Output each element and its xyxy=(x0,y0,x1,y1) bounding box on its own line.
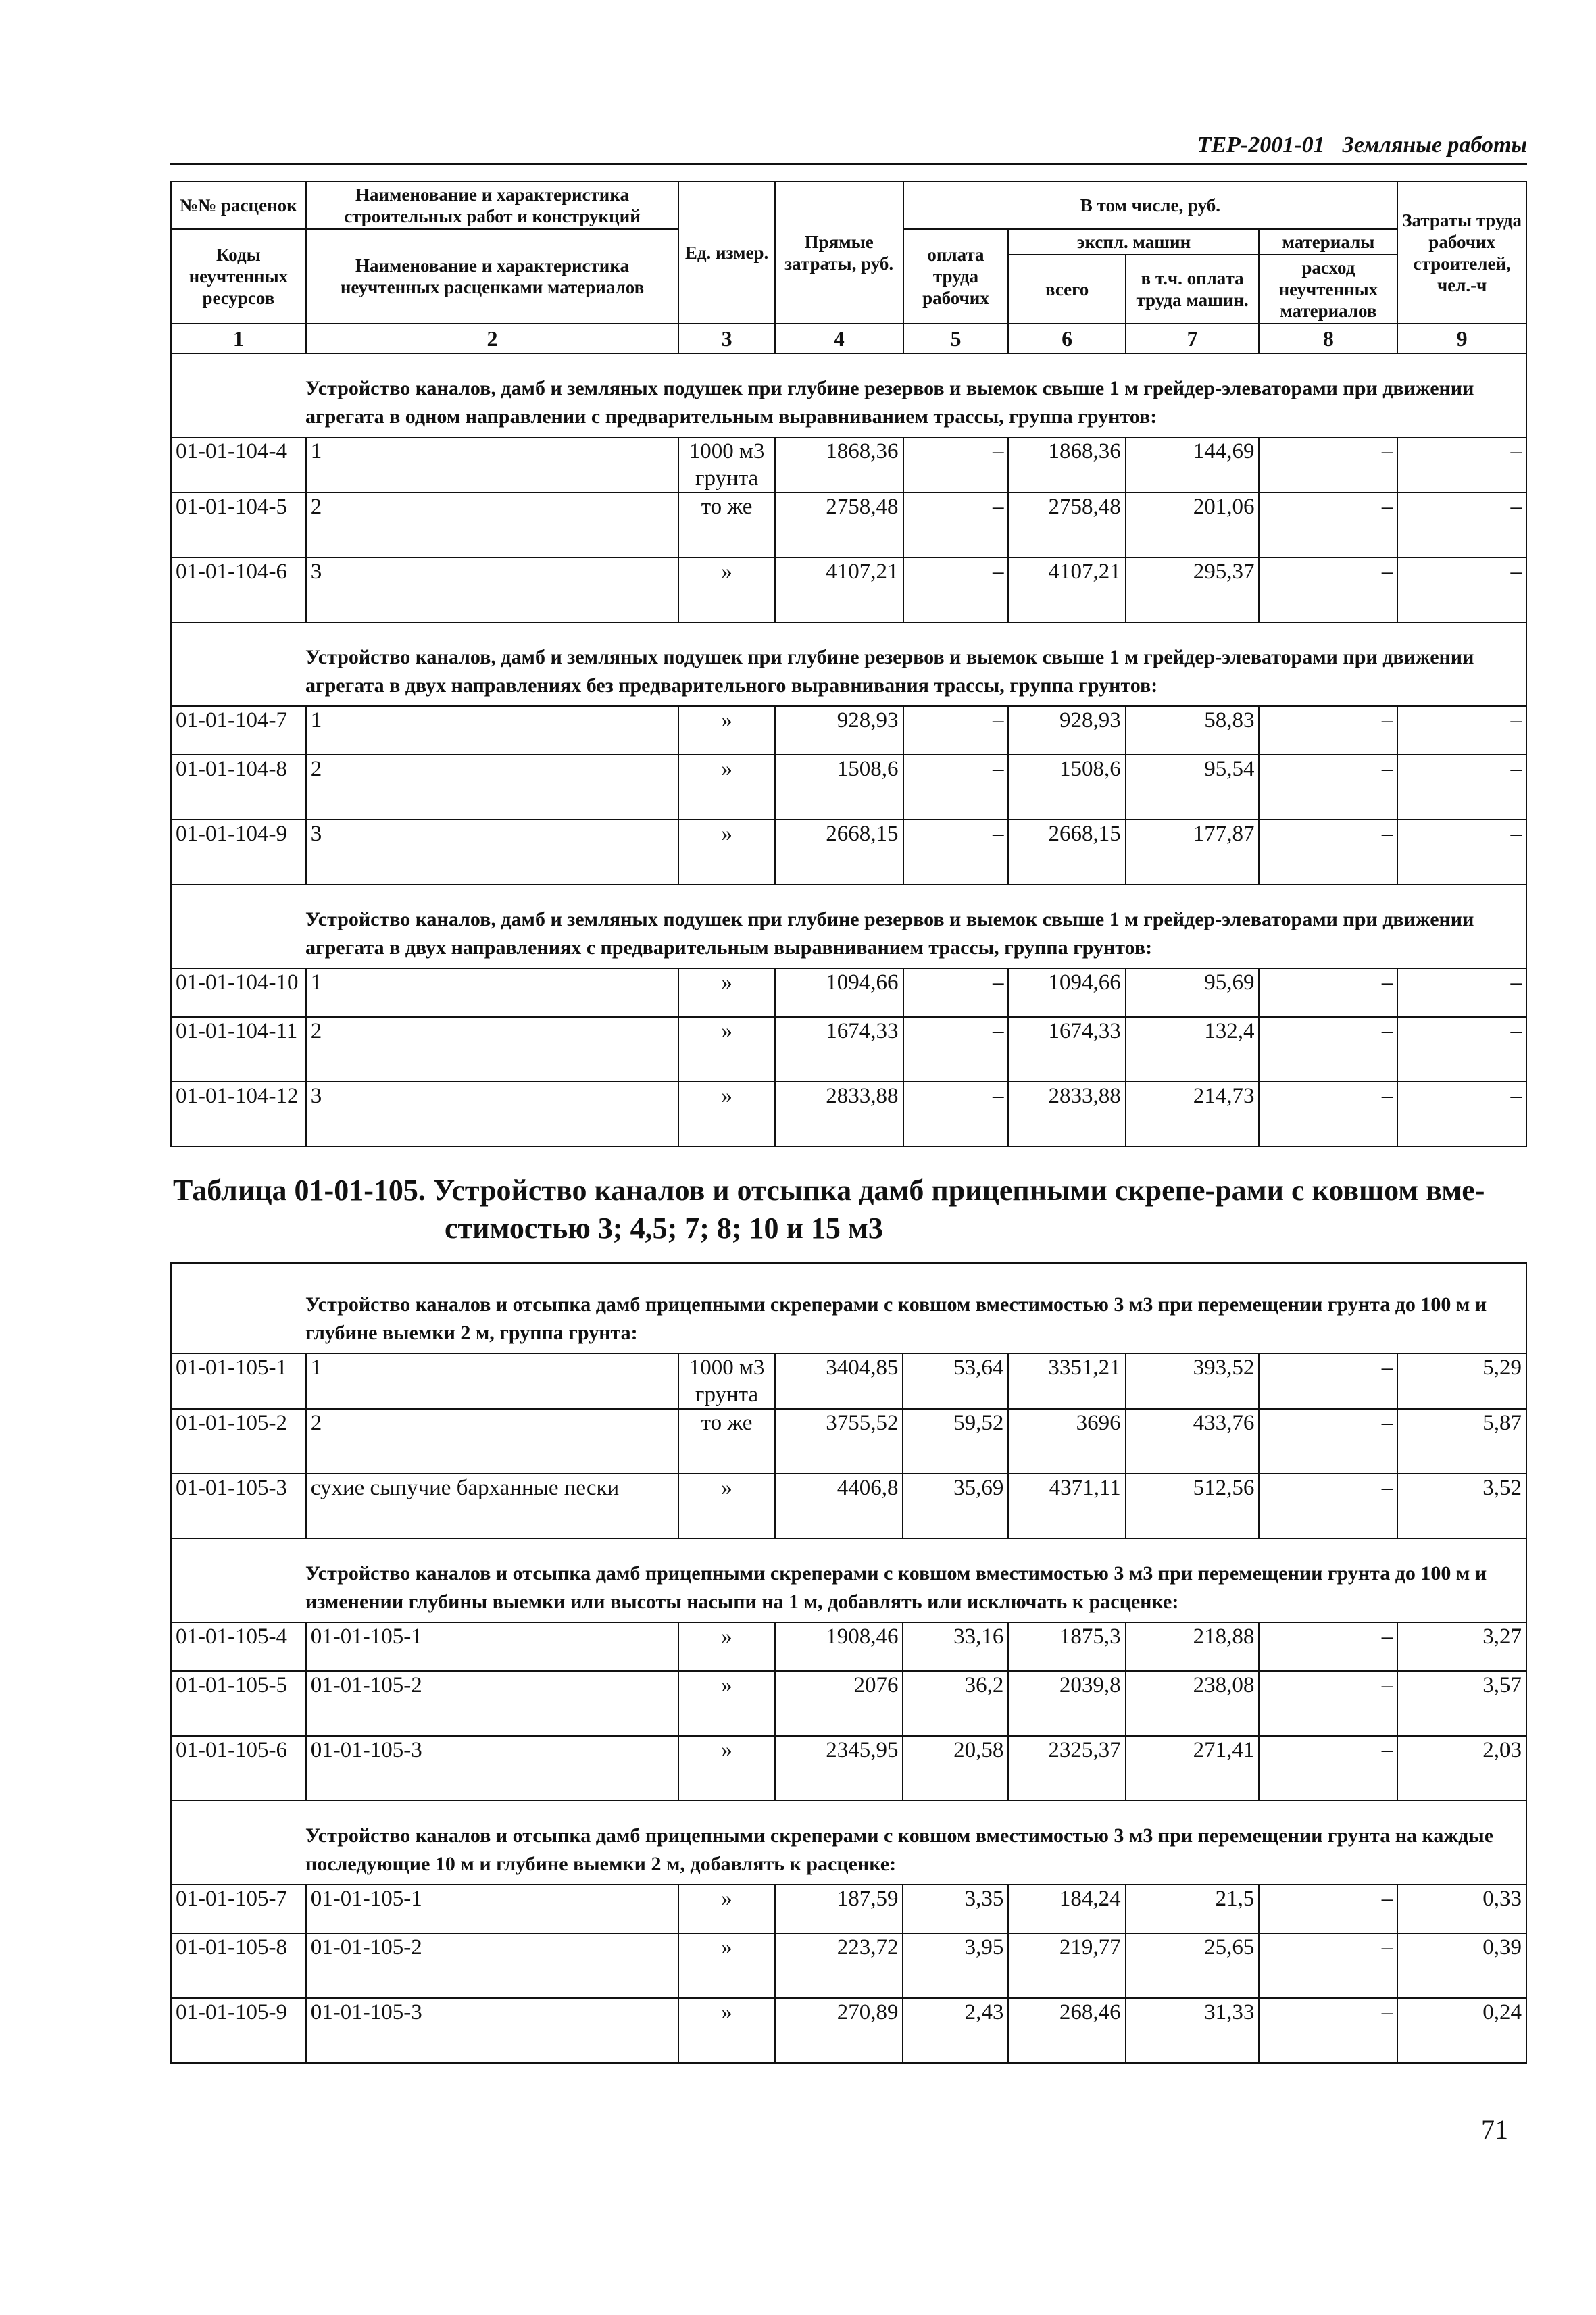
direct-cost-cell: 4406,8 xyxy=(775,1474,903,1539)
labor-hours-cell: 5,29 xyxy=(1397,1353,1526,1409)
machine-labor-cost-cell: 132,4 xyxy=(1126,1017,1260,1082)
unit-cell: то же xyxy=(678,1409,775,1474)
direct-cost-cell: 1094,66 xyxy=(775,968,903,1017)
machines-cost-cell: 3696 xyxy=(1008,1409,1125,1474)
rate-code-cell: 01-01-105-9 xyxy=(171,1998,306,2063)
unit-cell: » xyxy=(678,755,775,820)
rate-code-cell: 01-01-105-7 xyxy=(171,1885,306,1933)
section-heading: Устройство каналов, дамб и земляных подушек при глубине резервов и выемок свыше 1 м грейдер-элеваторами при движении агрегата в двух направлениях с предварительным выравниванием трассы, группа грунтов: xyxy=(171,885,1526,968)
header-rule xyxy=(170,163,1527,165)
labor-hours-cell: 0,39 xyxy=(1397,1933,1526,1998)
rate-code-cell: 01-01-104-10 xyxy=(171,968,306,1017)
materials-use-cell: – xyxy=(1259,1933,1397,1998)
direct-cost-cell: 270,89 xyxy=(775,1998,903,2063)
table-row xyxy=(171,968,1526,1017)
work-description-cell: 3 xyxy=(306,1082,678,1147)
col-machines-group-header: экспл. машин xyxy=(1008,229,1259,255)
work-description-cell: 01-01-105-3 xyxy=(306,1998,678,2063)
table-row xyxy=(171,1353,1526,1409)
materials-use-cell: – xyxy=(1259,1017,1397,1082)
labor-hours-cell: – xyxy=(1397,706,1526,755)
section-heading-row xyxy=(171,1263,1526,1353)
caption-line2: стимостью 3; 4,5; 7; 8; 10 и 15 м3 xyxy=(445,1212,883,1245)
labor-hours-cell: 3,57 xyxy=(1397,1671,1526,1736)
materials-use-cell: – xyxy=(1259,755,1397,820)
materials-use-cell: – xyxy=(1259,1474,1397,1539)
labor-cost-cell: 53,64 xyxy=(903,1353,1008,1409)
column-numbers-row xyxy=(171,324,1526,353)
col-number: 4 xyxy=(775,324,903,353)
table-header xyxy=(171,182,1526,353)
labor-hours-cell: – xyxy=(1397,493,1526,557)
direct-cost-cell: 223,72 xyxy=(775,1933,903,1998)
direct-cost-cell: 1674,33 xyxy=(775,1017,903,1082)
section-heading: Устройство каналов, дамб и земляных подушек при глубине резервов и выемок свыше 1 м грейдер-элеваторами при движении агрегата в двух направлениях без предварительного выравнивания трассы, группа грунтов: xyxy=(171,622,1526,706)
machine-labor-cost-cell: 214,73 xyxy=(1126,1082,1260,1147)
machines-cost-cell: 2325,37 xyxy=(1008,1736,1125,1801)
unit-cell: 1000 м3 грунта xyxy=(678,1353,775,1409)
col-unit-header: Ед. измер. xyxy=(678,182,775,324)
unit-cell: » xyxy=(678,1474,775,1539)
table-row xyxy=(171,1998,1526,2063)
labor-cost-cell: – xyxy=(903,706,1009,755)
col-resources-header: Коды неучтенных ресурсов xyxy=(171,229,306,324)
rate-code-cell: 01-01-104-5 xyxy=(171,493,306,557)
rate-code-cell: 01-01-105-4 xyxy=(171,1622,306,1671)
unit-cell: » xyxy=(678,1622,775,1671)
materials-use-cell: – xyxy=(1259,1082,1397,1147)
work-description-cell: 01-01-105-2 xyxy=(306,1671,678,1736)
table-body xyxy=(171,353,1526,1147)
labor-cost-cell: 20,58 xyxy=(903,1736,1008,1801)
unit-cell: 1000 м3 грунта xyxy=(678,437,775,493)
machines-cost-cell: 4107,21 xyxy=(1008,557,1125,622)
table-row xyxy=(171,1082,1526,1147)
table-row xyxy=(171,1671,1526,1736)
direct-cost-cell: 3404,85 xyxy=(775,1353,903,1409)
unit-cell: то же xyxy=(678,493,775,557)
table-row xyxy=(171,437,1526,493)
materials-use-cell: – xyxy=(1259,1885,1397,1933)
work-description-cell: 2 xyxy=(306,493,678,557)
materials-use-cell: – xyxy=(1259,706,1397,755)
col-number: 3 xyxy=(678,324,775,353)
machines-cost-cell: 1674,33 xyxy=(1008,1017,1125,1082)
unit-cell: » xyxy=(678,1933,775,1998)
unit-cell: » xyxy=(678,1736,775,1801)
machine-labor-cost-cell: 295,37 xyxy=(1126,557,1260,622)
direct-cost-cell: 1508,6 xyxy=(775,755,903,820)
table-row xyxy=(171,1409,1526,1474)
rate-code-cell: 01-01-105-3 xyxy=(171,1474,306,1539)
rate-code-cell: 01-01-104-4 xyxy=(171,437,306,493)
running-header xyxy=(1135,132,1527,158)
work-description-cell: 1 xyxy=(306,1353,678,1409)
labor-cost-cell: – xyxy=(903,557,1009,622)
machine-labor-cost-cell: 58,83 xyxy=(1126,706,1260,755)
section-heading: Устройство каналов и отсыпка дамб прицепными скреперами с ковшом вместимостью 3 м3 при перемещении грунта до 100 м и изменении глубины выемки или высоты насыпи на 1 м, добавлять или исключать к расценке: xyxy=(171,1539,1526,1622)
labor-cost-cell: 35,69 xyxy=(903,1474,1008,1539)
machines-cost-cell: 928,93 xyxy=(1008,706,1125,755)
col-hours-header: Затраты труда рабочих строителей, чел.-ч xyxy=(1397,182,1526,324)
unit-cell: » xyxy=(678,1885,775,1933)
materials-use-cell: – xyxy=(1259,1998,1397,2063)
table-row xyxy=(171,1622,1526,1671)
labor-cost-cell: 3,95 xyxy=(903,1933,1008,1998)
work-description-cell: 01-01-105-3 xyxy=(306,1736,678,1801)
labor-cost-cell: – xyxy=(903,1082,1009,1147)
machines-cost-cell: 3351,21 xyxy=(1008,1353,1125,1409)
rate-code-cell: 01-01-104-9 xyxy=(171,820,306,885)
table-row xyxy=(171,1933,1526,1998)
machine-labor-cost-cell: 177,87 xyxy=(1126,820,1260,885)
section-heading-row xyxy=(171,353,1526,437)
materials-use-cell: – xyxy=(1259,1736,1397,1801)
rates-table-104 xyxy=(170,181,1527,1147)
work-description-cell: 1 xyxy=(306,706,678,755)
machine-labor-cost-cell: 512,56 xyxy=(1126,1474,1260,1539)
machines-cost-cell: 2833,88 xyxy=(1008,1082,1125,1147)
machines-cost-cell: 219,77 xyxy=(1008,1933,1125,1998)
materials-use-cell: – xyxy=(1259,493,1397,557)
col-machine-labor-header: в т.ч. оплата труда машин. xyxy=(1126,255,1260,324)
rate-code-cell: 01-01-105-8 xyxy=(171,1933,306,1998)
rate-code-cell: 01-01-104-8 xyxy=(171,755,306,820)
col-material-use-header: расход неучтенных материалов xyxy=(1259,255,1397,324)
col-number: 9 xyxy=(1397,324,1526,353)
col-number: 7 xyxy=(1126,324,1260,353)
section-heading: Устройство каналов и отсыпка дамб прицепными скреперами с ковшом вместимостью 3 м3 при перемещении грунта до 100 м и глубине выемки 2 м, группа грунта: xyxy=(171,1263,1526,1353)
unit-cell: » xyxy=(678,1998,775,2063)
labor-cost-cell: – xyxy=(903,755,1009,820)
rate-code-cell: 01-01-104-11 xyxy=(171,1017,306,1082)
col-materials-name-header: Наименование и характеристика неучтенных расценками материалов xyxy=(306,229,678,324)
machines-cost-cell: 1094,66 xyxy=(1008,968,1125,1017)
labor-hours-cell: – xyxy=(1397,755,1526,820)
materials-use-cell: – xyxy=(1259,820,1397,885)
rate-code-cell: 01-01-104-12 xyxy=(171,1082,306,1147)
materials-use-cell: – xyxy=(1259,437,1397,493)
machines-cost-cell: 1868,36 xyxy=(1008,437,1125,493)
labor-cost-cell: – xyxy=(903,1017,1009,1082)
work-description-cell: 1 xyxy=(306,968,678,1017)
work-description-cell: 01-01-105-2 xyxy=(306,1933,678,1998)
labor-hours-cell: – xyxy=(1397,968,1526,1017)
section-heading: Устройство каналов, дамб и земляных подушек при глубине резервов и выемок свыше 1 м грейдер-элеваторами при движении агрегата в одном направлении с предварительным выравниванием трассы, группа грунтов: xyxy=(171,353,1526,437)
machines-cost-cell: 268,46 xyxy=(1008,1998,1125,2063)
section-heading: Устройство каналов и отсыпка дамб прицепными скреперами с ковшом вместимостью 3 м3 при перемещении грунта на каждые последующие 10 м и глубине выемки 2 м, добавлять к расценке: xyxy=(171,1801,1526,1885)
work-description-cell: 3 xyxy=(306,557,678,622)
table-row xyxy=(171,1736,1526,1801)
labor-cost-cell: 2,43 xyxy=(903,1998,1008,2063)
table-body xyxy=(171,1263,1526,2063)
machine-labor-cost-cell: 95,69 xyxy=(1126,968,1260,1017)
machine-labor-cost-cell: 25,65 xyxy=(1126,1933,1260,1998)
materials-use-cell: – xyxy=(1259,1671,1397,1736)
labor-cost-cell: 59,52 xyxy=(903,1409,1008,1474)
unit-cell: » xyxy=(678,1017,775,1082)
table-row xyxy=(171,493,1526,557)
rate-code-cell: 01-01-105-2 xyxy=(171,1409,306,1474)
labor-hours-cell: 3,27 xyxy=(1397,1622,1526,1671)
direct-cost-cell: 2758,48 xyxy=(775,493,903,557)
direct-cost-cell: 187,59 xyxy=(775,1885,903,1933)
machines-cost-cell: 2668,15 xyxy=(1008,820,1125,885)
doc-code: ТЕР-2001-01 xyxy=(1197,132,1325,157)
table-row xyxy=(171,755,1526,820)
rate-code-cell: 01-01-105-6 xyxy=(171,1736,306,1801)
machine-labor-cost-cell: 201,06 xyxy=(1126,493,1260,557)
page-number: 71 xyxy=(1481,2114,1508,2145)
labor-hours-cell: – xyxy=(1397,820,1526,885)
section-heading-row xyxy=(171,622,1526,706)
rates-table-105 xyxy=(170,1262,1527,2064)
machine-labor-cost-cell: 31,33 xyxy=(1126,1998,1260,2063)
work-description-cell: 01-01-105-1 xyxy=(306,1622,678,1671)
col-name-header: Наименование и характеристика строительных работ и конструкций xyxy=(306,182,678,229)
table-row xyxy=(171,706,1526,755)
col-direct-header: Прямые затраты, руб. xyxy=(775,182,903,324)
work-description-cell: 1 xyxy=(306,437,678,493)
labor-hours-cell: – xyxy=(1397,1017,1526,1082)
labor-hours-cell: 0,33 xyxy=(1397,1885,1526,1933)
col-number: 2 xyxy=(306,324,678,353)
machine-labor-cost-cell: 271,41 xyxy=(1126,1736,1260,1801)
section-heading-row xyxy=(171,1801,1526,1885)
direct-cost-cell: 2345,95 xyxy=(775,1736,903,1801)
work-description-cell: 3 xyxy=(306,820,678,885)
labor-cost-cell: – xyxy=(903,968,1009,1017)
table-row xyxy=(171,820,1526,885)
unit-cell: » xyxy=(678,968,775,1017)
machine-labor-cost-cell: 218,88 xyxy=(1126,1622,1260,1671)
col-group-header: В том числе, руб. xyxy=(903,182,1398,229)
direct-cost-cell: 1868,36 xyxy=(775,437,903,493)
materials-use-cell: – xyxy=(1259,1409,1397,1474)
table-row xyxy=(171,557,1526,622)
unit-cell: » xyxy=(678,820,775,885)
direct-cost-cell: 1908,46 xyxy=(775,1622,903,1671)
rate-code-cell: 01-01-104-7 xyxy=(171,706,306,755)
rate-code-cell: 01-01-105-5 xyxy=(171,1671,306,1736)
col-labor-header: оплата труда рабочих xyxy=(903,229,1009,324)
unit-cell: » xyxy=(678,1082,775,1147)
labor-hours-cell: – xyxy=(1397,557,1526,622)
direct-cost-cell: 2668,15 xyxy=(775,820,903,885)
col-number: 6 xyxy=(1008,324,1125,353)
machine-labor-cost-cell: 21,5 xyxy=(1126,1885,1260,1933)
labor-cost-cell: – xyxy=(903,820,1009,885)
labor-hours-cell: 3,52 xyxy=(1397,1474,1526,1539)
direct-cost-cell: 928,93 xyxy=(775,706,903,755)
caption-line1: Таблица 01-01-105. Устройство каналов и отсыпка дамб прицепными скрепе-рами с ковшом вме- xyxy=(173,1174,1485,1207)
table-caption xyxy=(173,1172,1511,1247)
work-description-cell: 2 xyxy=(306,1017,678,1082)
machine-labor-cost-cell: 238,08 xyxy=(1126,1671,1260,1736)
labor-cost-cell: – xyxy=(903,493,1009,557)
labor-cost-cell: – xyxy=(903,437,1009,493)
labor-cost-cell: 3,35 xyxy=(903,1885,1008,1933)
machine-labor-cost-cell: 393,52 xyxy=(1126,1353,1260,1409)
work-description-cell: сухие сыпучие барханные пески xyxy=(306,1474,678,1539)
table-row xyxy=(171,1885,1526,1933)
section-title: Земляные работы xyxy=(1342,132,1527,157)
work-description-cell: 01-01-105-1 xyxy=(306,1885,678,1933)
work-description-cell: 2 xyxy=(306,1409,678,1474)
work-description-cell: 2 xyxy=(306,755,678,820)
rate-code-cell: 01-01-104-6 xyxy=(171,557,306,622)
machine-labor-cost-cell: 433,76 xyxy=(1126,1409,1260,1474)
table-row xyxy=(171,1474,1526,1539)
labor-hours-cell: – xyxy=(1397,437,1526,493)
col-materials-group-header: материалы xyxy=(1259,229,1397,255)
unit-cell: » xyxy=(678,557,775,622)
materials-use-cell: – xyxy=(1259,1353,1397,1409)
machines-cost-cell: 2758,48 xyxy=(1008,493,1125,557)
unit-cell: » xyxy=(678,1671,775,1736)
rate-code-cell: 01-01-105-1 xyxy=(171,1353,306,1409)
section-heading-row xyxy=(171,885,1526,968)
machines-cost-cell: 4371,11 xyxy=(1008,1474,1125,1539)
materials-use-cell: – xyxy=(1259,968,1397,1017)
labor-cost-cell: 36,2 xyxy=(903,1671,1008,1736)
col-number: 8 xyxy=(1259,324,1397,353)
col-machines-header: всего xyxy=(1008,255,1125,324)
labor-hours-cell: – xyxy=(1397,1082,1526,1147)
machines-cost-cell: 2039,8 xyxy=(1008,1671,1125,1736)
direct-cost-cell: 4107,21 xyxy=(775,557,903,622)
machines-cost-cell: 184,24 xyxy=(1008,1885,1125,1933)
direct-cost-cell: 3755,52 xyxy=(775,1409,903,1474)
direct-cost-cell: 2076 xyxy=(775,1671,903,1736)
table-row xyxy=(171,1017,1526,1082)
col-number: 1 xyxy=(171,324,306,353)
direct-cost-cell: 2833,88 xyxy=(775,1082,903,1147)
labor-hours-cell: 2,03 xyxy=(1397,1736,1526,1801)
machine-labor-cost-cell: 95,54 xyxy=(1126,755,1260,820)
unit-cell: » xyxy=(678,706,775,755)
materials-use-cell: – xyxy=(1259,1622,1397,1671)
materials-use-cell: – xyxy=(1259,557,1397,622)
labor-cost-cell: 33,16 xyxy=(903,1622,1008,1671)
machines-cost-cell: 1508,6 xyxy=(1008,755,1125,820)
machines-cost-cell: 1875,3 xyxy=(1008,1622,1125,1671)
labor-hours-cell: 0,24 xyxy=(1397,1998,1526,2063)
labor-hours-cell: 5,87 xyxy=(1397,1409,1526,1474)
machine-labor-cost-cell: 144,69 xyxy=(1126,437,1260,493)
col-number: 5 xyxy=(903,324,1009,353)
col-code-header: №№ расценок xyxy=(171,182,306,229)
section-heading-row xyxy=(171,1539,1526,1622)
